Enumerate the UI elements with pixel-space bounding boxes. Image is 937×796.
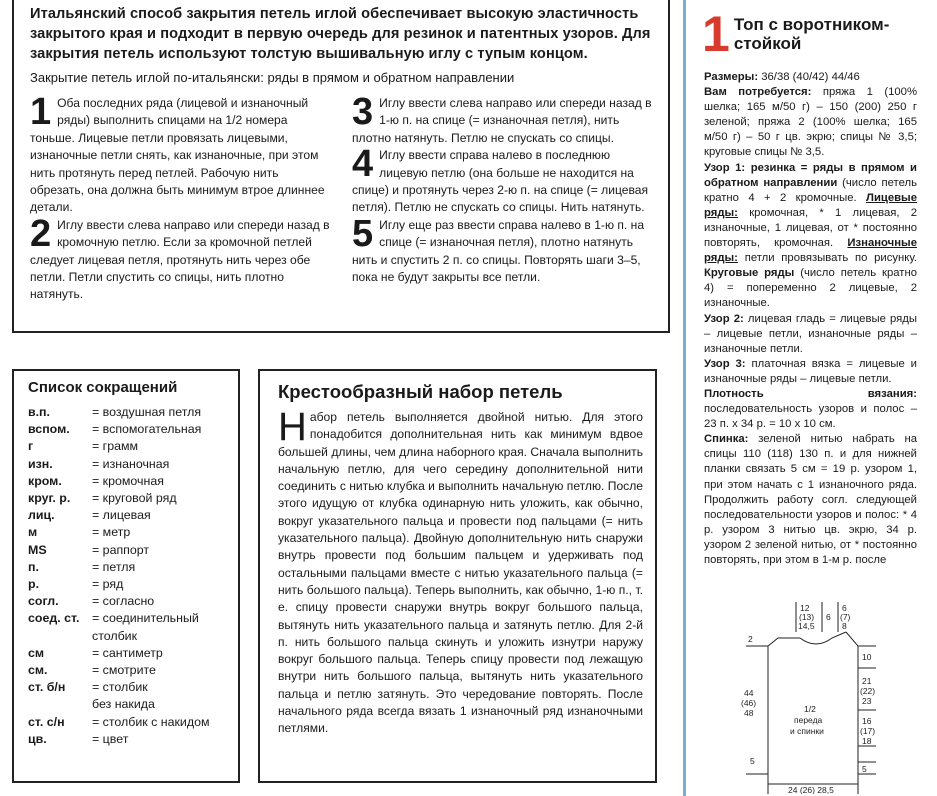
abbreviation-value: = раппорт bbox=[92, 542, 150, 557]
step-number: 2 bbox=[30, 212, 52, 255]
pattern1-round-label: Круговые ряды bbox=[704, 267, 795, 280]
step-number: 3 bbox=[352, 91, 374, 133]
abbreviation-key: цв. bbox=[28, 731, 47, 746]
pattern3-text: платочная вязка = лицевые и изнаночные ряды – лицевые петли. bbox=[704, 357, 917, 385]
schema-label: 1/2 bbox=[804, 704, 816, 714]
abbreviation-key: кром. bbox=[28, 473, 62, 488]
abbreviation-key: изн. bbox=[28, 456, 53, 471]
schema-label: 6 bbox=[826, 612, 831, 622]
abbreviation-row bbox=[28, 404, 228, 421]
materials-value: пряжа 1 (100% шелка; 165 м/50 г) – 150 (200) 250 г зеленой; пряжа 2 (100% шелка; 165 м/50 г) – 50 г цв. экрю; спицы № 3,5; круговые спицы № 3,5. bbox=[704, 86, 918, 159]
schema-label: 5 bbox=[862, 764, 867, 774]
schema-label: и спинки bbox=[790, 726, 824, 736]
abbreviation-value: = воздушная петля bbox=[92, 405, 202, 419]
abbreviation-value: = цвет bbox=[92, 731, 129, 746]
schema-label: переда bbox=[794, 715, 823, 725]
abbreviation-key: см. bbox=[28, 663, 48, 678]
abbreviation-row bbox=[28, 490, 228, 507]
schema-label: (22) bbox=[860, 686, 876, 696]
pattern3-label: Узор 3: bbox=[704, 357, 746, 370]
abbreviation-key: м bbox=[28, 525, 38, 540]
abbreviation-row bbox=[28, 679, 228, 696]
schema-label: 44 bbox=[744, 688, 754, 698]
abbreviation-row bbox=[28, 576, 228, 593]
materials-label: Вам потребуется: bbox=[704, 86, 812, 99]
drop-cap: Н bbox=[278, 405, 307, 449]
abbreviation-value: = ряд bbox=[92, 577, 124, 592]
abbreviation-row bbox=[28, 438, 228, 455]
abbreviation-value: = вспомогательная bbox=[92, 422, 202, 437]
step-3 bbox=[352, 91, 654, 147]
abbreviation-value: = столбик bbox=[92, 680, 148, 695]
pattern1-purl-label: Изнаночные ряды: bbox=[704, 237, 917, 265]
pattern1-face: кромочная, * 1 лицевая, 2 изнаночные, 1 лицевая, от * постоянно повторять, кромочная. bbox=[704, 206, 918, 250]
abbreviation-key: г bbox=[28, 439, 34, 454]
pattern-title: Топ с воротником-стойкой bbox=[733, 15, 890, 53]
step-text: Иглу еще раз ввести справа налево в 1-ю п. на спице (= изнаночная петля), плотно натянуть нить и спустить 2 п. со спицы. Повторять шаги 3–5, пока не будут закрыты все петли. bbox=[352, 217, 645, 285]
abbreviation-key: в.п. bbox=[28, 405, 50, 419]
abbreviation-value: = круговой ряд bbox=[92, 491, 177, 506]
abbreviation-value: = кромочная bbox=[92, 473, 164, 488]
back-text: зеленой нитью набрать на спицы 110 (118) 130 п. и для нижней планки связать 5 см = 19 р. узором 1, при этом начать с 1 изнаночного ряда. Продолжить работу согл. следующей последовательности узоров и полос: * 4 р. узором 3 нитью цв. экрю, 34 р. узором 2 зеленой нитью, от * постоянно повторять, при этом в 1-м р. после bbox=[704, 433, 917, 566]
pattern-schema bbox=[738, 602, 878, 794]
abbreviation-key: ст. с/н bbox=[28, 714, 65, 729]
abbreviation-row bbox=[28, 696, 228, 713]
step-number: 1 bbox=[30, 91, 52, 133]
back-label: Спинка: bbox=[704, 433, 749, 446]
step-text: Оба последних ряда (лицевой и изнаночный ряды) выполнить спицами на 1/2 номера тоньше. Лицевые петли провязать лицевыми, изнаночные петли снять, как изнаночные, при этом нить протянуть перед петлей. Рабочую нить обрезать, она должна быть минимум втрое длиннее детали. bbox=[30, 96, 325, 215]
abbreviation-row bbox=[28, 628, 228, 645]
abbreviation-row bbox=[28, 610, 228, 627]
schema-label: 2 bbox=[748, 634, 753, 644]
abbreviation-key: круг. р. bbox=[28, 491, 71, 506]
abbreviation-row bbox=[28, 524, 228, 541]
schema-label: (46) bbox=[741, 698, 757, 708]
pattern1-round: (число петель кратно 4) = попеременно 2 лицевые, 2 изнаночные. bbox=[704, 267, 917, 310]
step-text: Иглу ввести справа налево в последнюю лицевую петлю (она больше не находится на спице) и протянуть через 2-ю п. на спице (= лицевая петля). Петлю не спускать со спицы. Нить натянуть. bbox=[352, 148, 649, 215]
abbreviation-row bbox=[28, 714, 228, 731]
abbreviation-value: без накида bbox=[92, 697, 155, 712]
schema-label: (7) bbox=[840, 612, 851, 622]
abbreviation-value: столбик bbox=[92, 628, 138, 643]
abbreviation-row bbox=[28, 731, 228, 748]
abbreviation-value: = смотрите bbox=[92, 663, 156, 678]
cross-cast-on-box bbox=[258, 369, 657, 783]
schema-label: 12 bbox=[800, 603, 810, 613]
abbreviation-row bbox=[28, 473, 228, 490]
abbreviation-row bbox=[28, 593, 228, 610]
schema-neckline bbox=[800, 632, 846, 644]
step-1 bbox=[30, 91, 332, 217]
step-2 bbox=[30, 212, 332, 304]
step-5 bbox=[352, 212, 654, 287]
abbreviation-key: р. bbox=[28, 577, 40, 592]
pattern1-purl: петли провязывать по рисунку. bbox=[744, 252, 918, 265]
schema-label: 23 bbox=[862, 696, 872, 706]
abbreviations-box bbox=[12, 369, 240, 783]
abbreviations-list bbox=[28, 404, 228, 748]
cross-title: Крестообразный набор петель bbox=[278, 381, 563, 402]
italian-subtitle: Закрытие петель иглой по-итальянски: ряды в прямом и обратном направлении bbox=[30, 70, 515, 85]
abbreviation-value: = грамм bbox=[92, 439, 139, 454]
schema-label: 24 (26) 28,5 bbox=[788, 785, 834, 794]
sizes-label: Размеры: bbox=[704, 71, 759, 83]
abbreviation-value: = соединительный bbox=[92, 611, 199, 626]
abbreviation-row bbox=[28, 559, 228, 576]
schema-label: 21 bbox=[862, 676, 872, 686]
cross-text: абор петель выполняется двойной нитью. Для этого понадобится дополнительная нить как минимум вдвое большей длины, чем длина наборного края. Сначала выполнить начальную петлю, для чего середину дополнительной нити соединить с нитью клубка и выполнить начальную петлю. После этого идущую от клубка одинарную нить уложить, как обычно, вокруг указательного пальца и провести под пальцами (= нить указательного пальца). Двойную дополнительную нить снаружи внутрь провести под большим пальцем и удерживать под остальными пальцами вместе с нитью указательного пальца (= нить большого пальца). Теперь выполнить, как обычно, 1-ю п., т. е. спицу провести снаружи внутрь вокруг большого пальца, вытянуть нить указательного пальца и затянуть петлю. Для 2-й п. нить большого пальца скинуть и уложить изнутри наружу вокруг большого пальца. Теперь спицу провести под лежащую внутри нить большого пальца, вытянуть нить указательного пальца и петлю затянуть. Это чередование повторять. После начального ряда всегда вязать 1 изнаночный ряд изнаночными петлями. bbox=[278, 410, 644, 736]
sizes-value: 36/38 (40/42) 44/46 bbox=[761, 71, 860, 83]
italian-closing-box bbox=[12, 0, 670, 333]
abbreviation-value: = столбик с накидом bbox=[92, 714, 210, 729]
cross-body bbox=[278, 405, 644, 738]
abbreviation-key bbox=[28, 628, 92, 645]
abbreviation-row bbox=[28, 645, 228, 662]
abbreviation-key: лиц. bbox=[28, 508, 55, 523]
abbreviation-key: MS bbox=[28, 542, 47, 557]
pattern1-text: (число петель кратно 4 + 2 кромочные. bbox=[704, 176, 917, 204]
abbreviation-key: согл. bbox=[28, 594, 59, 609]
abbreviation-value: = согласно bbox=[92, 594, 155, 609]
abbreviation-row bbox=[28, 542, 228, 559]
abbreviation-value: = петля bbox=[92, 559, 136, 574]
step-4 bbox=[352, 143, 654, 217]
abbreviation-value: = изнаночная bbox=[92, 456, 170, 471]
schema-label: 16 bbox=[862, 716, 872, 726]
step-number: 5 bbox=[352, 212, 374, 255]
pattern2-text: лицевая гладь = лицевые ряды – лицевые петли, изнаночные ряды – изнаночные петли. bbox=[704, 312, 917, 355]
pattern2-label: Узор 2: bbox=[704, 312, 744, 325]
pattern1-label: Узор 1: bbox=[704, 161, 746, 174]
abbreviation-key: см bbox=[28, 645, 45, 660]
pattern-instructions bbox=[704, 70, 917, 568]
abbreviation-key: вспом. bbox=[28, 422, 70, 437]
abbreviation-key: соед. ст. bbox=[28, 611, 80, 626]
abbreviation-value: = лицевая bbox=[92, 508, 151, 523]
abbreviation-key: ст. б/н bbox=[28, 680, 66, 695]
steps-column-right bbox=[352, 91, 654, 304]
abbreviation-row bbox=[28, 421, 228, 438]
schema-label: 6 bbox=[842, 603, 847, 613]
abbreviation-row bbox=[28, 456, 228, 473]
step-text: Иглу ввести слева направо или спереди назад в кромочную петлю. Если за кромочной петлей следует лицевая петля, протянуть нить через обе петли. Петли спустить со спицы, нить плотно натянуть. bbox=[30, 217, 330, 302]
step-number: 4 bbox=[352, 143, 374, 186]
schema-label: 48 bbox=[744, 708, 754, 718]
abbreviation-value: = метр bbox=[92, 525, 131, 540]
abbreviation-row bbox=[28, 507, 228, 524]
schema-label: 8 bbox=[842, 621, 847, 631]
abbreviation-value: = сантиметр bbox=[92, 645, 163, 660]
density-label: Плотность вязания: bbox=[704, 387, 917, 400]
italian-intro: Итальянский способ закрытия петель иглой обеспечивает высокую эластичность закрытого края и подходит в первую очередь для резинок и патентных узоров. Для закрытия петель используют толстую вышивальную иглу с тупым концом. bbox=[30, 6, 651, 62]
schema-label: (13) bbox=[799, 612, 815, 622]
pattern1-face-label: Лицевые ряды: bbox=[704, 191, 917, 219]
top-pattern-column bbox=[683, 0, 937, 796]
abbreviation-key: п. bbox=[28, 559, 39, 574]
pattern-number: 1 bbox=[702, 6, 730, 62]
pattern-header bbox=[702, 6, 937, 62]
density-text: последовательность узоров и полос – 23 п. х 34 р. = 10 х 10 см. bbox=[704, 403, 917, 431]
schema-label: 10 bbox=[862, 652, 872, 662]
abbreviations-title: Список сокращений bbox=[28, 379, 178, 396]
abbreviation-row bbox=[28, 662, 228, 679]
step-text: Иглу ввести слева направо или спереди назад в 1-ю п. на спице (= изнаночная петля), нить плотно натянуть. Петлю не спускать со спицы. bbox=[352, 96, 652, 145]
schema-label: 14,5 bbox=[798, 621, 815, 631]
abbreviation-key bbox=[28, 696, 92, 713]
schema-label: 5 bbox=[750, 756, 755, 766]
steps-column-left bbox=[30, 91, 332, 304]
schema-label: (17) bbox=[860, 726, 876, 736]
schema-label: 18 bbox=[862, 736, 872, 746]
pattern1-bold: резинка = ряды в прямом и обратном направлении bbox=[704, 161, 917, 189]
